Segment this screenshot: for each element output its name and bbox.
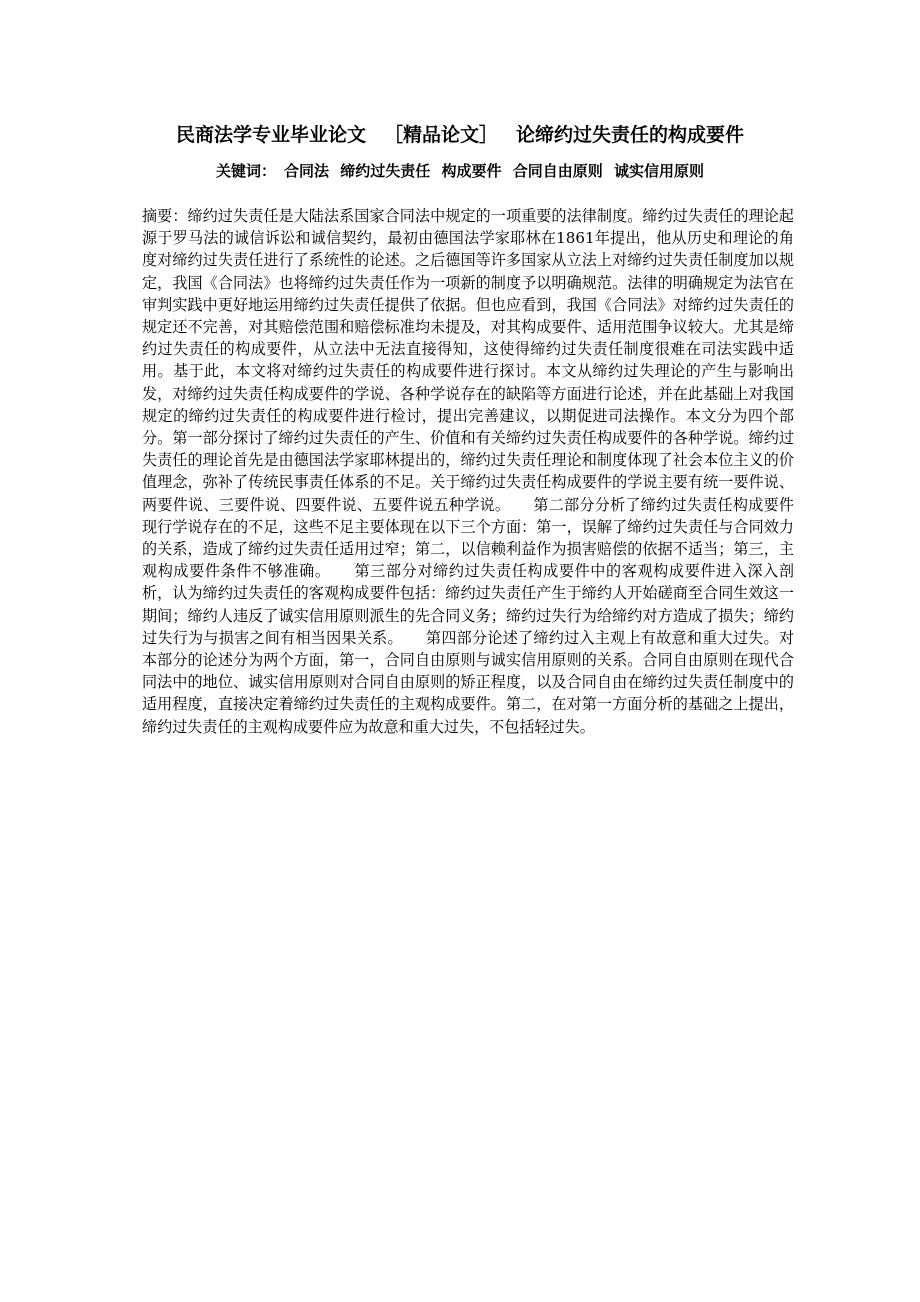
keyword-item: 构成要件 xyxy=(441,162,502,180)
title-main: 论缔约过失责任的构成要件 xyxy=(516,124,745,146)
keywords-label: 关键词： xyxy=(215,162,276,180)
title-tag: ［精品论文］ xyxy=(383,124,498,146)
abstract-body xyxy=(142,205,794,738)
keyword-item: 合同法 xyxy=(284,162,330,180)
keyword-item: 缔约过失责任 xyxy=(340,162,431,180)
document-title xyxy=(0,122,920,148)
keyword-item: 合同自由原则 xyxy=(512,162,603,180)
title-category: 民商法学专业毕业论文 xyxy=(175,124,366,146)
keyword-item: 诚实信用原则 xyxy=(614,162,705,180)
keywords-line xyxy=(0,160,920,182)
abstract-paragraph: 摘要：缔约过失责任是大陆法系国家合同法中规定的一项重要的法律制度。缔约过失责任的理论起源于罗马法的诚信诉讼和诚信契约，最初由德国法学家耶林在1861年提出，他从历史和理论的角度对缔约过失责任进行了系统性的论述。之后德国等许多国家从立法上对缔约过失责任制度加以规定，我国《合同法》也将缔约过失责任作为一项新的制度予以明确规范。法律的明确规定为法官在审判实践中更好地运用缔约过失责任提供了依据。但也应看到，我国《合同法》对缔约过失责任的规定还不完善，对其赔偿范围和赔偿标准均未提及，对其构成要件、适用范围争议较大。尤其是缔约过失责任的构成要件，从立法中无法直接得知，这使得缔约过失责任制度很难在司法实践中适用。基于此，本文将对缔约过失责任的构成要件进行探讨。本文从缔约过失理论的产生与影响出发，对缔约过失责任构成要件的学说、各种学说存在的缺陷等方面进行论述，并在此基础上对我国规定的缔约过失责任的构成要件进行检讨，提出完善建议，以期促进司法操作。本文分为四个部分。第一部分探讨了缔约过失责任的产生、价值和有关缔约过失责任构成要件的各种学说。缔约过失责任的理论首先是由德国法学家耶林提出的，缔约过失责任理论和制度体现了社会本位主义的价值理念，弥补了传统民事责任体系的不足。关于缔约过失责任构成要件的学说主要有统一要件说、两要件说、三要件说、四要件说、五要件说五种学说。 第二部分分析了缔约过失责任构成要件现行学说存在的不足，这些不足主要体现在以下三个方面：第一，误解了缔约过失责任与合同效力的关系，造成了缔约过失责任适用过窄；第二，以信赖利益作为损害赔偿的依据不适当；第三，主观构成要件条件不够准确。 第三部分对缔约过失责任构成要件中的客观构成要件进入深入剖析，认为缔约过失责任的客观构成要件包括：缔约过失责任产生于缔约人开始磋商至合同生效这一期间；缔约人违反了诚实信用原则派生的先合同义务；缔约过失行为给缔约对方造成了损失；缔约过失行为与损害之间有相当因果关系。 第四部分论述了缔约过入主观上有故意和重大过失。对本部分的论述分为两个方面，第一，合同自由原则与诚实信用原则的关系。合同自由原则在现代合同法中的地位、诚实信用原则对合同自由原则的矫正程度，以及合同自由在缔约过失责任制度中的适用程度，直接决定着缔约过失责任的主观构成要件。第二，在对第一方面分析的基础之上提出，缔约过失责任的主观构成要件应为故意和重大过失，不包括轻过失。 xyxy=(142,207,794,736)
